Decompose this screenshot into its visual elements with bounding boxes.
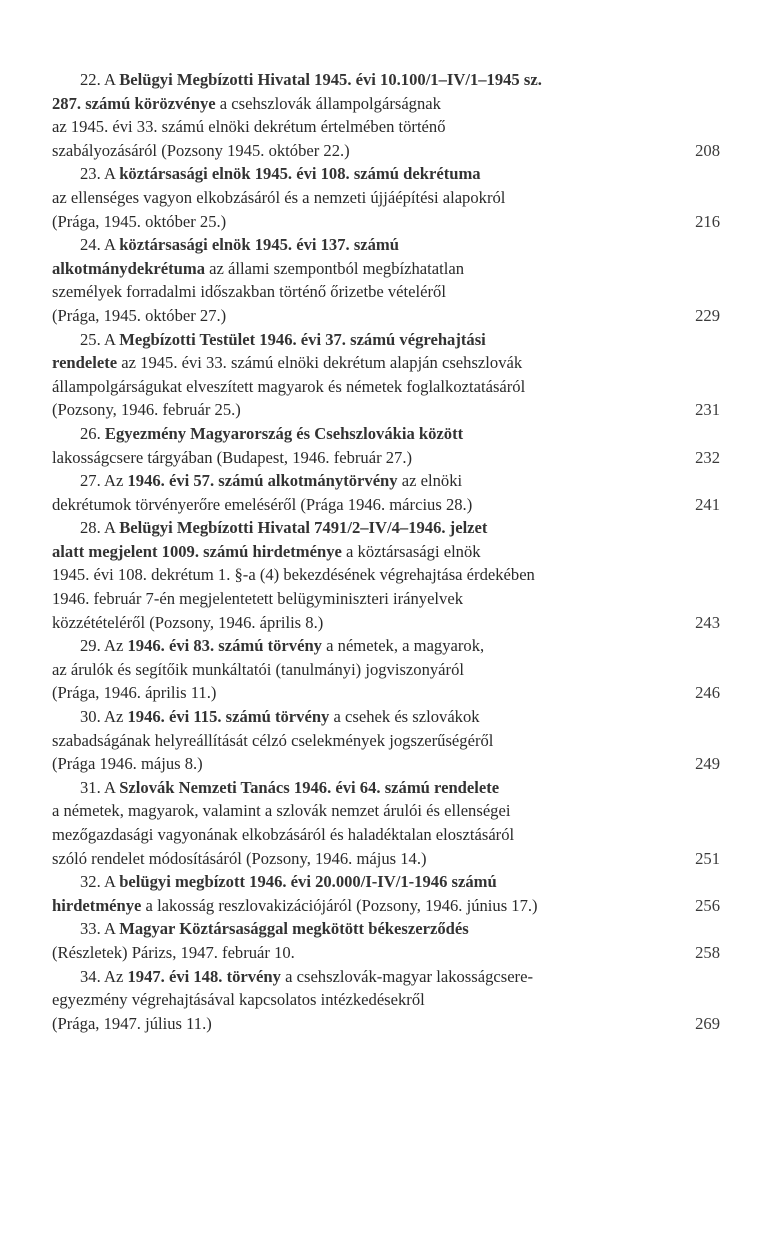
- toc-entry-line: [52, 752, 672, 776]
- page-number: 241: [695, 494, 720, 514]
- plain-text: 1945. évi 108. dekrétum 1. §-a (4) bekezdésének végrehajtása érdekében: [52, 565, 535, 585]
- toc-entry-line: [52, 941, 672, 965]
- plain-text: (Prága, 1947. július 11.): [52, 1013, 212, 1033]
- toc-entry-text: [52, 917, 680, 964]
- toc-entry: [52, 233, 720, 327]
- toc-entry-line: [52, 68, 672, 92]
- toc-entry: [52, 469, 720, 516]
- toc-entry-line: [52, 965, 672, 989]
- toc-entry-text: [52, 233, 680, 327]
- plain-text: 31. A: [80, 777, 120, 797]
- toc-entry-line: [52, 563, 672, 587]
- plain-text: a lakosság reszlovakizációjáról (Pozsony, 1946. június 17.): [141, 895, 538, 915]
- plain-text: (Prága, 1945. október 25.): [52, 211, 227, 231]
- plain-text: (Prága, 1946. április 11.): [52, 683, 217, 703]
- toc-entry-text: [52, 68, 680, 162]
- plain-text: közzétételéről (Pozsony, 1946. április 8.): [52, 612, 324, 632]
- plain-text: 22. A: [80, 70, 120, 89]
- plain-text: 24. A: [80, 235, 120, 255]
- toc-entry-line: [52, 776, 672, 800]
- toc-entry-line: [52, 799, 672, 823]
- toc-entry-text: [52, 162, 680, 233]
- plain-text: 28. A: [80, 518, 120, 538]
- plain-text: 34. Az: [80, 966, 128, 986]
- toc-entry-line: [52, 1012, 672, 1036]
- bold-text: alkotmánydekrétuma: [52, 258, 206, 278]
- toc-entry-line: [52, 587, 672, 611]
- toc-entry: [52, 965, 720, 1036]
- bold-text: köztársasági elnök 1945. évi 108. számú dekrétuma: [119, 164, 481, 184]
- toc-entry-line: [52, 516, 672, 540]
- toc-entry-line: [52, 870, 672, 894]
- toc-entry-line: [52, 705, 672, 729]
- plain-text: a csehszlovák állampolgárságnak: [215, 93, 441, 113]
- plain-text: a csehszlovák-magyar lakosságcsere-: [280, 966, 533, 986]
- plain-text: 23. A: [80, 164, 120, 184]
- toc-entry: [52, 422, 720, 469]
- plain-text: az elnöki: [397, 471, 463, 491]
- bold-text: Szlovák Nemzeti Tanács 1946. évi 64. számú rendelete: [119, 777, 500, 797]
- toc-entry-line: [52, 729, 672, 753]
- plain-text: lakosságcsere tárgyában (Budapest, 1946. február 27.): [52, 447, 413, 467]
- bold-text: Magyar Köztársasággal megkötött békeszerződés: [119, 919, 469, 939]
- plain-text: 30. Az: [80, 707, 128, 727]
- toc-entry-line: [52, 115, 672, 139]
- bold-text: 1946. évi 57. számú alkotmánytörvény: [127, 471, 398, 491]
- toc-entry-text: [52, 634, 680, 705]
- toc-entry-line: [52, 280, 672, 304]
- plain-text: szabályozásáról (Pozsony 1945. október 22.): [52, 140, 350, 160]
- plain-text: szóló rendelet módosításáról (Pozsony, 1946. május 14.): [52, 848, 427, 868]
- toc-entry-text: [52, 965, 680, 1036]
- bold-text: Belügyi Megbízotti Hivatal 1945. évi 10.100/1–IV/1–1945 sz.: [119, 70, 542, 89]
- toc-entry-text: [52, 469, 680, 516]
- bold-text: 1946. évi 115. számú törvény: [127, 707, 330, 727]
- table-of-contents: [52, 68, 720, 1035]
- toc-entry-line: [52, 351, 672, 375]
- plain-text: az 1945. évi 33. számú elnöki dekrétum alapján csehszlovák: [117, 353, 523, 373]
- plain-text: az árulók és segítőik munkáltatói (tanulmányi) jogviszonyáról: [52, 659, 464, 679]
- toc-entry-line: [52, 540, 672, 564]
- plain-text: (Részletek) Párizs, 1947. február 10.: [52, 942, 295, 962]
- toc-entry-line: [52, 92, 672, 116]
- plain-text: (Pozsony, 1946. február 25.): [52, 400, 241, 420]
- toc-entry-text: [52, 516, 680, 634]
- toc-entry-text: [52, 422, 680, 469]
- bold-text: 1946. évi 83. számú törvény: [127, 636, 322, 656]
- page-number: 232: [695, 447, 720, 467]
- bold-text: köztársasági elnök 1945. évi 137. számú: [119, 235, 399, 255]
- plain-text: egyezmény végrehajtásával kapcsolatos intézkedésekről: [52, 990, 425, 1010]
- toc-entry-line: [52, 988, 672, 1012]
- bold-text: Belügyi Megbízotti Hivatal 7491/2–IV/4–1946. jelzet: [119, 518, 488, 538]
- page-number: 246: [695, 683, 720, 703]
- toc-entry-line: [52, 186, 672, 210]
- plain-text: 29. Az: [80, 636, 128, 656]
- bold-text: belügyi megbízott 1946. évi 20.000/I-IV/1-1946 számú: [119, 872, 497, 892]
- page-number: 216: [695, 211, 720, 231]
- toc-entry-text: [52, 328, 680, 422]
- plain-text: a köztársasági elnök: [341, 541, 481, 561]
- page-number: 243: [695, 612, 720, 632]
- page-number: 249: [695, 754, 720, 774]
- plain-text: mezőgazdasági vagyonának elkobzásáról és haladéktalan elosztásáról: [52, 825, 515, 844]
- bold-text: Megbízotti Testület 1946. évi 37. számú végrehajtási: [119, 329, 486, 349]
- toc-entry: [52, 634, 720, 705]
- plain-text: a németek, magyarok, valamint a szlovák nemzet árulói és ellenségei: [52, 801, 511, 821]
- toc-entry: [52, 162, 720, 233]
- toc-entry-line: [52, 398, 672, 422]
- bold-text: alatt megjelent 1009. számú hirdetménye: [52, 541, 342, 561]
- plain-text: szabadságának helyreállítását célzó cselekmények jogszerűségéről: [52, 730, 494, 750]
- plain-text: a csehek és szlovákok: [329, 707, 480, 727]
- toc-entry-text: [52, 776, 680, 870]
- bold-text: hirdetménye: [52, 895, 142, 915]
- plain-text: 25. A: [80, 329, 120, 349]
- toc-entry-line: [52, 493, 672, 517]
- toc-entry-line: [52, 634, 672, 658]
- toc-entry: [52, 776, 720, 870]
- toc-entry-line: [52, 681, 672, 705]
- toc-entry-text: [52, 705, 680, 776]
- plain-text: 26.: [80, 423, 105, 443]
- plain-text: (Prága, 1945. október 27.): [52, 305, 227, 325]
- bold-text: 287. számú körözvénye: [52, 93, 216, 113]
- toc-entry-text: [52, 870, 680, 917]
- plain-text: 1946. február 7-én megjelentetett belügyminiszteri irányelvek: [52, 589, 464, 609]
- plain-text: személyek forradalmi időszakban történő őrizetbe vételéről: [52, 282, 446, 302]
- toc-entry-line: [52, 304, 672, 328]
- toc-entry-line: [52, 257, 672, 281]
- toc-entry-line: [52, 422, 672, 446]
- toc-entry-line: [52, 139, 672, 163]
- plain-text: állampolgárságukat elveszített magyarok és németek foglalkoztatásáról: [52, 376, 526, 396]
- toc-entry: [52, 516, 720, 634]
- toc-entry-line: [52, 469, 672, 493]
- toc-entry-line: [52, 823, 672, 847]
- toc-entry-line: [52, 233, 672, 257]
- toc-entry-line: [52, 328, 672, 352]
- toc-entry-line: [52, 917, 672, 941]
- toc-entry-line: [52, 658, 672, 682]
- page-number: 258: [695, 942, 720, 962]
- toc-entry-line: [52, 162, 672, 186]
- toc-entry-line: [52, 446, 672, 470]
- toc-entry-line: [52, 847, 672, 871]
- plain-text: dekrétumok törvényerőre emeléséről (Prága 1946. március 28.): [52, 494, 473, 514]
- toc-entry: [52, 705, 720, 776]
- page-number: 256: [695, 895, 720, 915]
- plain-text: az ellenséges vagyon elkobzásáról és a nemzeti újjáépítési alapokról: [52, 187, 506, 207]
- plain-text: a németek, a magyarok,: [321, 636, 485, 656]
- page-number: 231: [695, 400, 720, 420]
- page-number: 269: [695, 1013, 720, 1033]
- toc-entry: [52, 68, 720, 162]
- toc-entry-line: [52, 611, 672, 635]
- page-number: 208: [695, 140, 720, 160]
- bold-text: 1947. évi 148. törvény: [127, 966, 281, 986]
- page-number: 251: [695, 848, 720, 868]
- toc-entry-line: [52, 375, 672, 399]
- toc-entry: [52, 870, 720, 917]
- toc-entry-line: [52, 894, 672, 918]
- bold-text: rendelete: [52, 353, 118, 373]
- page-number: 229: [695, 305, 720, 325]
- plain-text: az 1945. évi 33. számú elnöki dekrétum értelmében történő: [52, 117, 446, 137]
- toc-entry-line: [52, 210, 672, 234]
- toc-entry: [52, 328, 720, 422]
- plain-text: 33. A: [80, 919, 120, 939]
- plain-text: 32. A: [80, 872, 120, 892]
- plain-text: (Prága 1946. május 8.): [52, 754, 203, 774]
- plain-text: 27. Az: [80, 471, 128, 491]
- bold-text: Egyezmény Magyarország és Csehszlovákia között: [104, 423, 464, 443]
- toc-entry: [52, 917, 720, 964]
- plain-text: az állami szempontból megbízhatatlan: [205, 258, 464, 278]
